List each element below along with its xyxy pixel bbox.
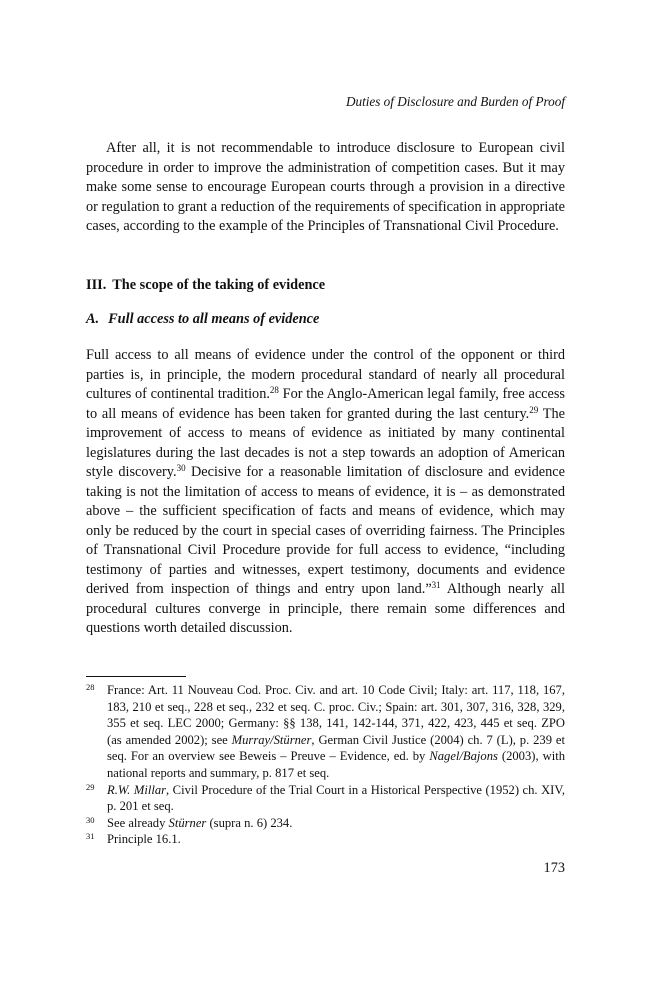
footnote-28: [86, 682, 565, 782]
footnote-number: 30: [86, 814, 95, 825]
footnote-text: , German Civil Justice (2004) ch. 7 (L), p. 239 et seq. For an overview see Beweis – Preuve – Evidence, ed. by: [107, 732, 565, 764]
footnote-31: [86, 831, 565, 848]
footnote-ref-29[interactable]: 29: [529, 404, 539, 415]
footnote-text: Principle 16.1.: [107, 832, 181, 847]
footnote-text: (supra n. 6) 234.: [206, 815, 293, 830]
footnote-ref-28[interactable]: 28: [269, 385, 279, 395]
subsection-title: Full access to all means of evidence: [108, 311, 320, 327]
page-number: 173: [543, 860, 565, 876]
footnote-author: Murray/Stürner: [231, 732, 312, 747]
footnote-author: R.W. Millar: [107, 782, 167, 797]
footnote-author: Nagel/Bajons: [429, 749, 498, 764]
running-head: Duties of Disclosure and Burden of Proof: [345, 94, 565, 109]
footnote-number: 29: [86, 781, 95, 792]
subsection-letter: A.: [86, 311, 100, 327]
section-heading: [86, 277, 331, 294]
footnote-ref-31[interactable]: 31: [431, 580, 441, 590]
footnote-number: 31: [86, 831, 95, 842]
paragraph-2-text: Full access to all means of evidence under the control of the opponent or third parties is, in principle, the modern procedural standard of nearly all procedural cultures of continental tradition.: [86, 347, 565, 402]
paragraph-2-text: Although nearly all procedural cultures converge in principle, there remain some differences and questions worth detailed discussion.: [86, 581, 565, 636]
section-number: III.: [86, 277, 107, 293]
paragraph-1: After all, it is not recommendable to introduce disclosure to European civil procedure in order to improve the administration of competition cases. But it may make some sense to encourage European courts through a provision in a directive or regulation to grant a reduction of the requirements of specification in appropriate cases, according to the example of the Principles of Transnational Civil Procedure.: [86, 140, 565, 234]
paragraph-2-text: Decisive for a reasonable limitation of disclosure and evidence taking is not the limitation of access to means of evidence, it is – as demonstrated above – the sufficient specification of facts and means of evidence, which may only be reduced by the court in special cases of overriding fairness. The Principles of Transnational Civil Procedure provide for full access to evidence, “including testimony of parties and witnesses, expert testimony, documents and evidence derived from inspection of things and entry upon land.”: [86, 464, 565, 597]
footnote-number: 28: [86, 682, 95, 692]
footnote-29: [86, 782, 565, 815]
footnotes: [86, 682, 565, 848]
footnote-text: , Civil Procedure of the Trial Court in a Historical Perspective (1952) ch. XIV, p. 201 et seq.: [107, 782, 565, 814]
subsection-heading: [86, 311, 328, 328]
footnote-30: [86, 815, 565, 832]
footnote-text: See already: [107, 815, 169, 830]
footnote-separator: [86, 676, 186, 677]
section-title: The scope of the taking of evidence: [112, 277, 326, 293]
paragraph-2-text: The improvement of access to means of evidence as initiated by many continental legislatures during the last decades is not a step towards an adoption of American style discovery.: [86, 405, 565, 480]
paragraph-2-text: For the Anglo-American legal family, free access to all means of evidence has been taken for granted during the last century.: [86, 386, 565, 422]
paragraph-2: [86, 346, 565, 639]
footnote-ref-30[interactable]: 30: [176, 463, 186, 473]
footnote-text: (2003), with national reports and summary, p. 817 et seq.: [107, 749, 565, 780]
footnote-text: France: Art. 11 Nouveau Cod. Proc. Civ. and art. 10 Code Civil; Italy: art. 117, 118, 167, 183, 210 et seq., 228 et seq., 232 et seq. C. proc. Civ.; Spain: art. 301, 307, 316, 328, 329, 355 et seq. LEC 2000; Germany: §§ 138, 141, 142-144, 371, 422, 423, 445 et seq. ZPO (as amended 2002); see: [107, 683, 565, 747]
footnote-author: Stürner: [168, 815, 207, 830]
